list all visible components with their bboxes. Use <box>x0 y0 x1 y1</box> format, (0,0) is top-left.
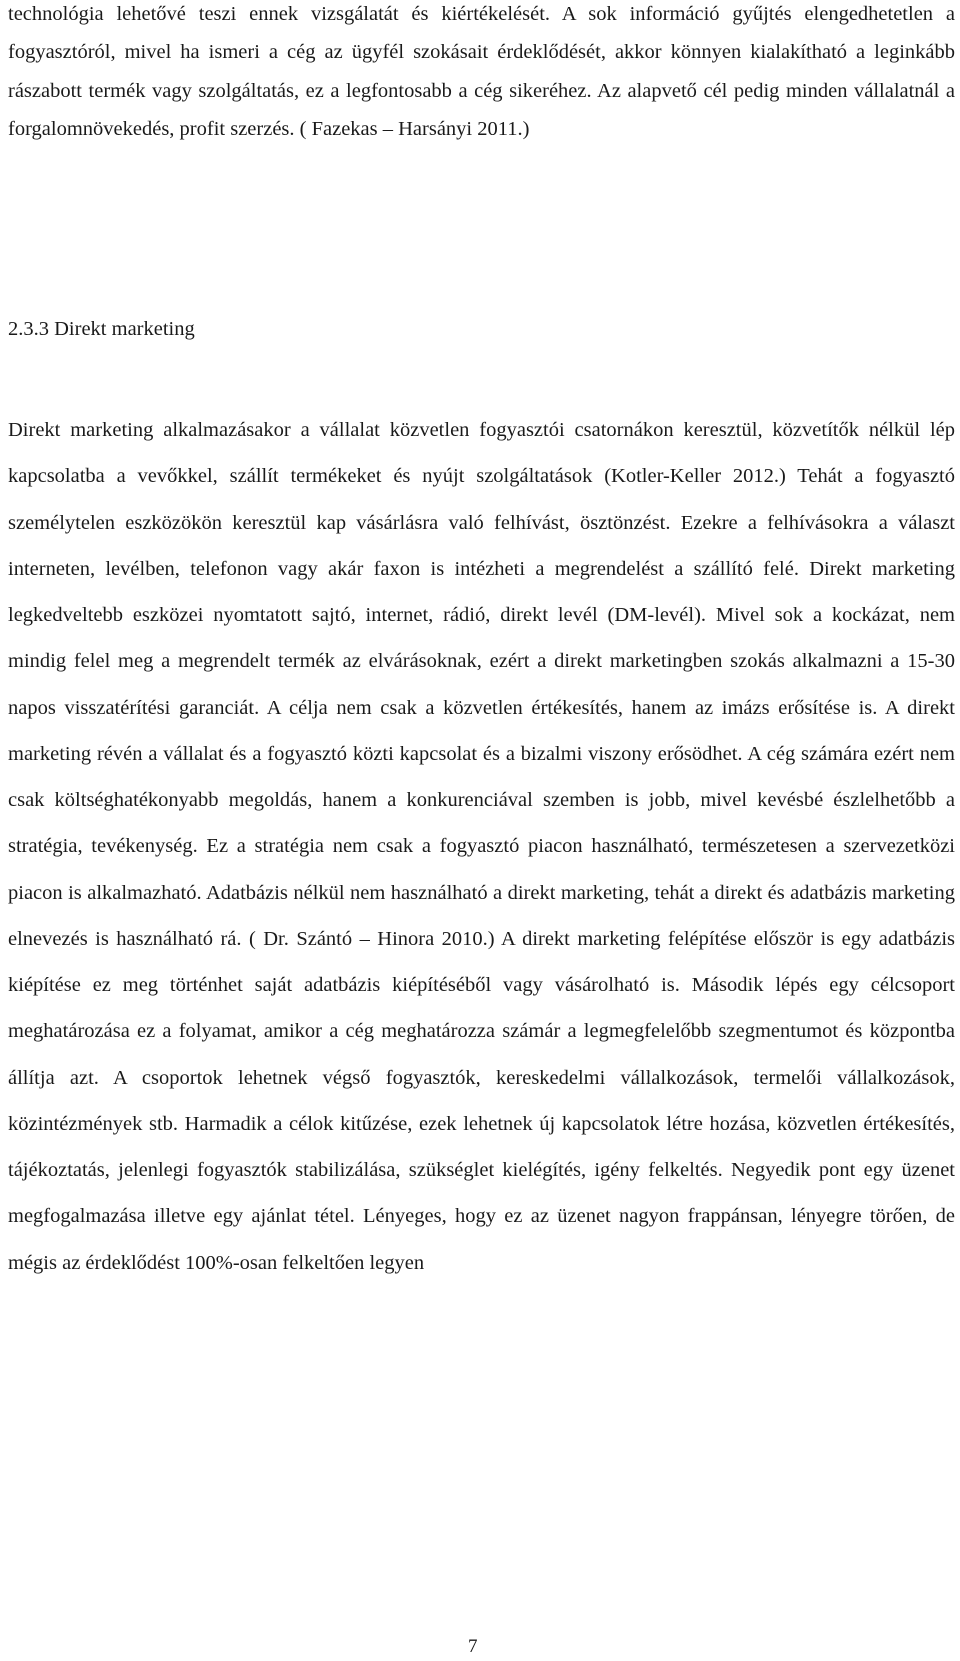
paragraph-intro: technológia lehetővé teszi ennek vizsgálatát és kiértékelését. A sok információ gyűjtés elengedhetetlen a fogyasztóról, mivel ha ismeri a cég az ügyfél szokásait érdeklődését, akkor könnyen kialakítható a leginkább rászabott termék vagy szolgáltatás, ez a legfontosabb a cég sikeréhez. Az alapvető cél pedig minden vállalatnál a forgalomnövekedés, profit szerzés. ( Fazekas – Harsányi 2011.) <box>8 3 955 141</box>
paragraph-direct-marketing: Direkt marketing alkalmazásakor a vállalat közvetlen fogyasztói csatornákon keresztül, közvetítők nélkül lép kapcsolatba a vevőkkel, szállít termékeket és nyújt szolgáltatások (Kotler-Keller 2012.) Tehát a fogyasztó személytelen eszközökön keresztül kap vásárlásra való felhívást, ösztönzést. Ezekre a felhívásokra a választ interneten, levélben, telefonon vagy akár faxon is intézheti a megrendelést a szállító felé. Direkt marketing legkedveltebb eszközei nyomtatott sajtó, internet, rádió, direkt levél (DM-levél). Mivel sok a kockázat, nem mindig felel meg a megrendelt termék az elvárásoknak, ezért a direkt marketingben szokás alkalmazni a 15-30 napos visszatérítési garanciát. A célja nem csak a közvetlen értékesítés, hanem az imázs erősítése is. A direkt marketing révén a vállalat és a fogyasztó közti kapcsolat és a bizalmi viszony erősödhet. A cég számára ezért nem csak költséghatékonyabb megoldás, hanem a konkurenciával szemben is jobb, mivel kevésbé észlelhetőbb a stratégia, tevékenység. Ez a stratégia nem csak a fogyasztó piacon használható, természetesen a szervezetközi piacon is alkalmazható. Adatbázis nélkül nem használható a direkt marketing, tehát a direkt és adatbázis marketing elnevezés is használható rá. ( Dr. Szántó – Hinora 2010.) A direkt marketing felépítése először is egy adatbázis kiépítése ez meg történhet saját adatbázis kiépítéséből vagy vásárolható is. Második lépés egy célcsoport meghatározása ez a folyamat, amikor a cég meghatározza számár a legmegfelelőbb szegmentumot és központba állítja azt. A csoportok lehetnek végső fogyasztók, kereskedelmi vállalkozások, termelői vállalkozások, közintézmények stb. Harmadik a célok kitűzése, ezek lehetnek új kapcsolatok létre hozása, közvetlen értékesítés, tájékoztatás, jelenlegi fogyasztók stabilizálása, szükséglet kielégítés, igény felkeltés. Negyedik pont egy üzenet megfogalmazása illetve egy ajánlat tétel. Lényeges, hogy ez az üzenet nagyon frappánsan, lényegre törően, de mégis az érdeklődést 100%-osan felkeltően legyen <box>8 419 955 1274</box>
section-heading: 2.3.3 Direkt marketing <box>8 318 195 340</box>
page-number: 7 <box>468 1636 478 1657</box>
